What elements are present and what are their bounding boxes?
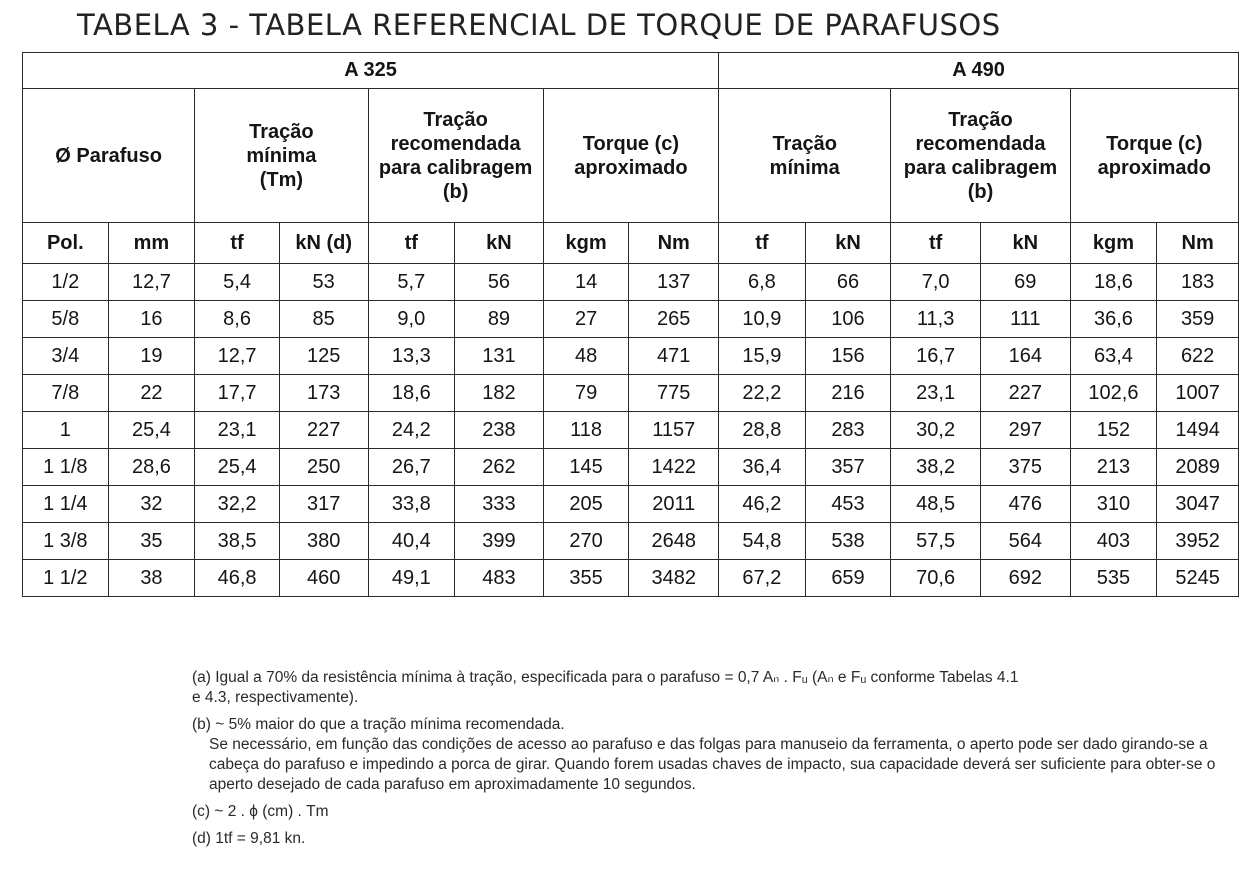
unit-header-cell: kN (d) [279,223,368,264]
table-cell: 67,2 [719,560,806,597]
header-line: mínima [246,144,317,167]
table-cell: 40,4 [368,523,455,560]
table-cell: 355 [543,560,629,597]
table-cell: 227 [980,375,1070,412]
unit-header-cell: kgm [543,223,629,264]
table-cell: 5,4 [195,264,280,301]
table-cell: 460 [279,560,368,597]
unit-header-cell: tf [195,223,280,264]
unit-header-cell: tf [719,223,806,264]
unit-header-cell: kN [805,223,891,264]
unit-header-cell: Nm [629,223,719,264]
table-cell: 333 [455,486,544,523]
header-line: Tração [423,108,488,131]
table-cell: 262 [455,449,544,486]
group-a325-header: A 325 [23,53,719,89]
table-cell: 36,6 [1070,301,1157,338]
table-cell: 152 [1070,412,1157,449]
table-cell: 23,1 [891,375,981,412]
footnotes [192,668,1242,856]
table-cell: 375 [980,449,1070,486]
unit-header-cell: mm [108,223,195,264]
torque-490-header [1070,89,1238,223]
table-cell: 15,9 [719,338,806,375]
table-cell: 66 [805,264,891,301]
header-line: (Tm) [259,168,304,191]
table-cell: 102,6 [1070,375,1157,412]
table-cell: 46,8 [195,560,280,597]
table-cell: 1 1/2 [23,560,109,597]
table-cell: 1 [23,412,109,449]
tracao-recomendada-header [368,89,543,223]
table-cell: 3952 [1157,523,1239,560]
table-cell: 564 [980,523,1070,560]
footnote-b: (b) ~ 5% maior do que a tração mínima recomendada. [192,716,565,733]
header-line: para calibragem [903,156,1058,179]
table-cell: 38,2 [891,449,981,486]
table-cell: 317 [279,486,368,523]
table-cell: 164 [980,338,1070,375]
table-cell: 1 1/4 [23,486,109,523]
table-cell: 13,3 [368,338,455,375]
footnote-c: (c) ~ 2 . ϕ (cm) . Tm [192,803,329,820]
table-cell: 1 3/8 [23,523,109,560]
unit-header-row [23,223,1239,264]
table-cell: 538 [805,523,891,560]
table-cell: 471 [629,338,719,375]
table-row [23,523,1239,560]
table-cell: 46,2 [719,486,806,523]
table-cell: 283 [805,412,891,449]
table-cell: 36,4 [719,449,806,486]
table-cell: 12,7 [108,264,195,301]
footnote-b-detail: Se necessário, em função das condições de acesso ao parafuso e das folgas para manuseio da ferramenta, o aperto pode ser dado girando-se a cabeça do parafuso e impedindo a porca de girar. Quando forem usadas chaves de impacto, sua capacidade deverá ser suficiente para obter-se o aperto desejado de cada parafuso em aproximadamente 10 segundos. [209,736,1216,793]
header-line: (b) [967,180,994,203]
header-line: Tração [772,132,837,155]
table-cell: 17,7 [195,375,280,412]
table-cell: 692 [980,560,1070,597]
table-cell: 70,6 [891,560,981,597]
table-cell: 1/2 [23,264,109,301]
header-line: Torque (c) [1106,132,1203,155]
table-cell: 54,8 [719,523,806,560]
table-cell: 30,2 [891,412,981,449]
table-cell: 7,0 [891,264,981,301]
table-cell: 1157 [629,412,719,449]
column-header-row [23,89,1239,223]
table-cell: 106 [805,301,891,338]
table-cell: 26,7 [368,449,455,486]
header-line: aproximado [1097,156,1211,179]
table-cell: 399 [455,523,544,560]
header-line: recomendada [915,132,1046,155]
header-line: Tração [948,108,1013,131]
table-cell: 48,5 [891,486,981,523]
table-cell: 2648 [629,523,719,560]
header-line: Torque (c) [582,132,680,155]
table-cell: 16 [108,301,195,338]
table-cell: 1007 [1157,375,1239,412]
torque-header [543,89,718,223]
table-cell: 49,1 [368,560,455,597]
group-a490-header: A 490 [719,53,1239,89]
table-cell: 38 [108,560,195,597]
table-cell: 3/4 [23,338,109,375]
table-cell: 22 [108,375,195,412]
table-cell: 69 [980,264,1070,301]
table-cell: 25,4 [108,412,195,449]
footnote-d: (d) 1tf = 9,81 kn. [192,830,306,847]
unit-header-cell: Nm [1157,223,1239,264]
table-cell: 156 [805,338,891,375]
table-cell: 125 [279,338,368,375]
table-cell: 10,9 [719,301,806,338]
table-cell: 38,5 [195,523,280,560]
group-header-row [23,53,1239,89]
table-cell: 205 [543,486,629,523]
table-cell: 35 [108,523,195,560]
table-cell: 6,8 [719,264,806,301]
table-cell: 145 [543,449,629,486]
table-cell: 238 [455,412,544,449]
table-cell: 25,4 [195,449,280,486]
table-cell: 18,6 [368,375,455,412]
table-cell: 659 [805,560,891,597]
table-cell: 19 [108,338,195,375]
table-row [23,375,1239,412]
table-cell: 33,8 [368,486,455,523]
unit-header-cell: tf [891,223,981,264]
table-cell: 265 [629,301,719,338]
table-cell: 270 [543,523,629,560]
table-cell: 32,2 [195,486,280,523]
table-cell: 2011 [629,486,719,523]
unit-header-cell: kN [980,223,1070,264]
table-cell: 297 [980,412,1070,449]
table-cell: 5/8 [23,301,109,338]
table-cell: 137 [629,264,719,301]
table-cell: 11,3 [891,301,981,338]
table-cell: 9,0 [368,301,455,338]
table-cell: 3047 [1157,486,1239,523]
table-cell: 111 [980,301,1070,338]
table-cell: 79 [543,375,629,412]
header-line: para calibragem [378,156,533,179]
table-cell: 5245 [1157,560,1239,597]
table-cell: 12,7 [195,338,280,375]
tracao-minima-header [195,89,368,223]
table-cell: 359 [1157,301,1239,338]
table-cell: 22,2 [719,375,806,412]
tracao-recomendada-490-header [891,89,1070,223]
table-cell: 213 [1070,449,1157,486]
header-line: (b) [442,180,469,203]
table-cell: 183 [1157,264,1239,301]
table-cell: 173 [279,375,368,412]
page-title: TABELA 3 - TABELA REFERENCIAL DE TORQUE DE PARAFUSOS [77,8,1001,42]
table-cell: 53 [279,264,368,301]
table-row [23,560,1239,597]
footnote-a: (a) Igual a 70% da resistência mínima à tração, especificada para o parafuso = 0,7 Aₙ . Fᵤ (Aₙ e Fᵤ conforme Tabelas 4.1 e 4.3, respectivamente). [192,669,1019,706]
tracao-minima-490-header [719,89,891,223]
table-cell: 57,5 [891,523,981,560]
table-cell: 63,4 [1070,338,1157,375]
table-cell: 3482 [629,560,719,597]
table-cell: 16,7 [891,338,981,375]
unit-header-cell: kN [455,223,544,264]
table-cell: 118 [543,412,629,449]
table-cell: 2089 [1157,449,1239,486]
table-cell: 14 [543,264,629,301]
table-cell: 1494 [1157,412,1239,449]
table-cell: 310 [1070,486,1157,523]
table-cell: 18,6 [1070,264,1157,301]
table-cell: 357 [805,449,891,486]
table-cell: 182 [455,375,544,412]
table-cell: 8,6 [195,301,280,338]
table-cell: 32 [108,486,195,523]
table-row [23,449,1239,486]
table-cell: 23,1 [195,412,280,449]
table-cell: 48 [543,338,629,375]
table-cell: 56 [455,264,544,301]
table-row [23,301,1239,338]
table-cell: 622 [1157,338,1239,375]
table-row [23,412,1239,449]
table-cell: 1422 [629,449,719,486]
table-cell: 483 [455,560,544,597]
table-cell: 28,6 [108,449,195,486]
header-line: mínima [769,156,840,179]
unit-header-cell: Pol. [23,223,109,264]
unit-header-cell: kgm [1070,223,1157,264]
header-line: aproximado [574,156,688,179]
table-cell: 89 [455,301,544,338]
header-line: Tração [249,120,314,143]
table-row [23,338,1239,375]
table-cell: 403 [1070,523,1157,560]
table-cell: 28,8 [719,412,806,449]
table-cell: 380 [279,523,368,560]
table-cell: 476 [980,486,1070,523]
table-row [23,486,1239,523]
table-cell: 85 [279,301,368,338]
table-cell: 216 [805,375,891,412]
table-cell: 775 [629,375,719,412]
table-body [23,264,1239,597]
parafuso-header: Ø Parafuso [23,89,195,223]
table-cell: 7/8 [23,375,109,412]
unit-header-cell: tf [368,223,455,264]
table-cell: 27 [543,301,629,338]
table-row [23,264,1239,301]
table-cell: 131 [455,338,544,375]
table-cell: 5,7 [368,264,455,301]
header-line: recomendada [390,132,521,155]
table-cell: 453 [805,486,891,523]
table-cell: 227 [279,412,368,449]
table-cell: 24,2 [368,412,455,449]
table-cell: 535 [1070,560,1157,597]
table-cell: 250 [279,449,368,486]
table-cell: 1 1/8 [23,449,109,486]
torque-table [22,52,1239,597]
